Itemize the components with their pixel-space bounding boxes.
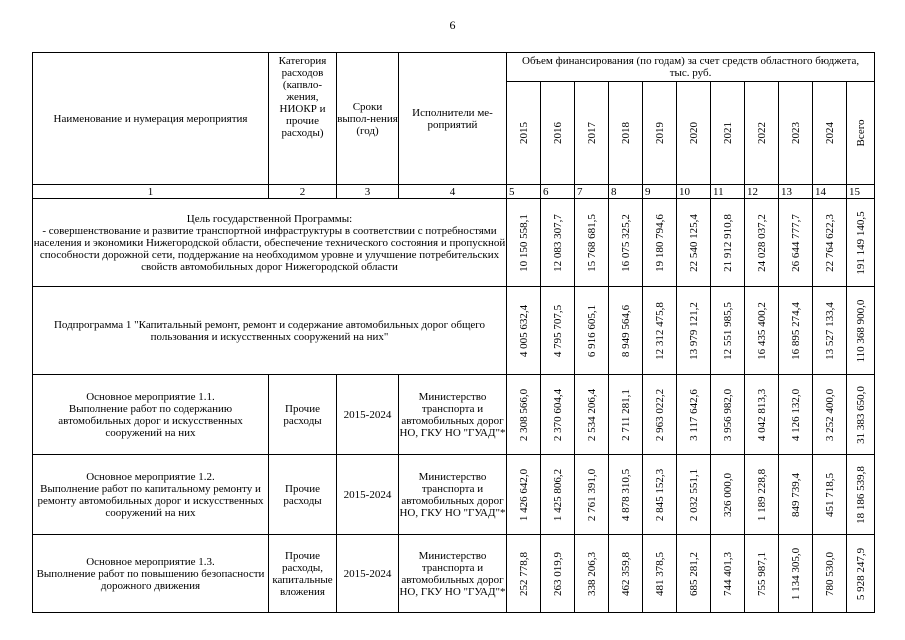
value-text: 2 370 604,4: [551, 388, 564, 441]
value-cell: [643, 199, 677, 287]
value-text: 4 042 813,3: [755, 388, 768, 441]
value-cell: [711, 455, 745, 535]
value-text: 4 005 632,4: [517, 304, 530, 357]
year-label: 2021: [721, 122, 734, 144]
value-text: 18 186 539,8: [854, 465, 867, 524]
value-cell: [677, 375, 711, 455]
year-label: Всего: [854, 119, 867, 147]
value-text: 13 979 121,2: [687, 301, 700, 360]
year-label: 2022: [755, 122, 768, 144]
value-text: 451 718,5: [823, 472, 836, 517]
value-cell: [847, 287, 875, 375]
value-text: 744 401,3: [721, 551, 734, 596]
value-cell: [575, 287, 609, 375]
value-cell: [609, 455, 643, 535]
value-cell: [677, 455, 711, 535]
value-cell: [677, 287, 711, 375]
value-cell: [507, 375, 541, 455]
value-cell: [677, 535, 711, 613]
value-cell: [643, 535, 677, 613]
year-cell: [711, 82, 745, 185]
activity-executors: Министерство транспорта и автомобильных дорог НО, ГКУ НО "ГУАД"*: [399, 535, 507, 613]
value-cell: [813, 455, 847, 535]
column-number: 6: [541, 185, 575, 199]
activity-executors: Министерство транспорта и автомобильных дорог НО, ГКУ НО "ГУАД"*: [399, 375, 507, 455]
value-text: 338 206,3: [585, 551, 598, 596]
value-cell: [507, 287, 541, 375]
value-text: 26 644 777,7: [789, 213, 802, 272]
header-executors: Исполнители ме-роприятий: [399, 53, 507, 185]
value-cell: [541, 375, 575, 455]
value-cell: [609, 375, 643, 455]
value-cell: [609, 535, 643, 613]
value-text: 10 150 558,1: [517, 213, 530, 272]
activity-category: Прочие расходы: [269, 375, 337, 455]
year-cell: [847, 82, 875, 185]
value-text: 6 916 605,1: [585, 304, 598, 357]
value-text: 2 761 391,0: [585, 468, 598, 521]
value-cell: [847, 455, 875, 535]
value-cell: [541, 287, 575, 375]
value-text: 12 083 307,7: [551, 213, 564, 272]
activity-executors: Министерство транспорта и автомобильных дорог НО, ГКУ НО "ГУАД"*: [399, 455, 507, 535]
value-text: 252 778,8: [517, 551, 530, 596]
year-label: 2015: [517, 122, 530, 144]
year-cell: [541, 82, 575, 185]
value-cell: [643, 287, 677, 375]
year-label: 2018: [619, 122, 632, 144]
value-text: 8 949 564,6: [619, 304, 632, 357]
value-cell: [779, 375, 813, 455]
value-cell: [847, 535, 875, 613]
header-funding: Объем финансирования (по годам) за счет средств областного бюджета, тыс. руб.: [507, 53, 875, 82]
value-cell: [575, 455, 609, 535]
value-cell: [711, 199, 745, 287]
value-text: 2 845 152,3: [653, 468, 666, 521]
value-cell: [609, 199, 643, 287]
value-cell: [541, 199, 575, 287]
value-cell: [813, 287, 847, 375]
value-text: 1 425 806,2: [551, 468, 564, 521]
value-cell: [575, 375, 609, 455]
value-text: 16 895 274,4: [789, 301, 802, 360]
year-cell: [677, 82, 711, 185]
year-cell: [813, 82, 847, 185]
header-name: Наименование и нумерация мероприятия: [33, 53, 269, 185]
value-text: 22 540 125,4: [687, 213, 700, 272]
value-cell: [507, 455, 541, 535]
subprogram-text: Подпрограмма 1 "Капитальный ремонт, ремонт и содержание автомобильных дорог общего пользования и искусственных сооружений на них": [33, 287, 507, 375]
value-text: 326 000,0: [721, 472, 734, 517]
year-cell: [575, 82, 609, 185]
value-text: 13 527 133,4: [823, 301, 836, 360]
value-cell: [643, 455, 677, 535]
goal-text: Цель государственной Программы: - совершенствование и развитие транспортной инфраструктуры в соответствии с потребностями населения и экономики Нижегородской области, обеспечение технического состояния и пропускной способности дорожной сети, поддержание на необходимом уровне и улучшение потребительских свойств автомобильных дорог Нижегородской области: [33, 199, 507, 287]
year-label: 2023: [789, 122, 802, 144]
year-label: 2019: [653, 122, 666, 144]
value-cell: [847, 199, 875, 287]
value-cell: [779, 199, 813, 287]
column-number: 4: [399, 185, 507, 199]
page-number: 6: [449, 18, 456, 32]
subprogram-row: [33, 287, 875, 375]
value-text: 16 075 325,2: [619, 213, 632, 272]
column-number: 15: [847, 185, 875, 199]
value-cell: [813, 535, 847, 613]
column-number: 11: [711, 185, 745, 199]
value-text: 780 530,0: [823, 551, 836, 596]
value-text: 4 878 310,5: [619, 468, 632, 521]
activity-row: [33, 375, 875, 455]
activity-row: [33, 535, 875, 613]
year-cell: [745, 82, 779, 185]
value-cell: [779, 287, 813, 375]
column-number: 7: [575, 185, 609, 199]
value-text: 110 368 900,0: [854, 299, 867, 362]
value-cell: [745, 535, 779, 613]
value-text: 31 383 650,0: [854, 385, 867, 444]
value-cell: [745, 199, 779, 287]
activity-name: Основное мероприятие 1.3. Выполнение работ по повышению безопасности дорожного движения: [33, 535, 269, 613]
value-text: 12 551 985,5: [721, 301, 734, 360]
column-number: 14: [813, 185, 847, 199]
year-label: 2024: [823, 122, 836, 144]
value-text: 1 426 642,0: [517, 468, 530, 521]
value-cell: [745, 375, 779, 455]
value-cell: [813, 375, 847, 455]
value-text: 849 739,4: [789, 472, 802, 517]
value-text: 685 281,2: [687, 551, 700, 596]
value-text: 12 312 475,8: [653, 301, 666, 360]
value-text: 263 019,9: [551, 551, 564, 596]
year-cell: [779, 82, 813, 185]
year-cell: [507, 82, 541, 185]
value-cell: [507, 199, 541, 287]
year-cell: [643, 82, 677, 185]
value-text: 191 149 140,5: [854, 210, 867, 275]
value-cell: [575, 535, 609, 613]
value-text: 16 435 400,2: [755, 301, 768, 360]
value-text: 2 963 022,2: [653, 388, 666, 441]
value-cell: [677, 199, 711, 287]
value-text: 2 711 281,1: [619, 388, 632, 441]
column-number: 8: [609, 185, 643, 199]
value-text: 2 534 206,4: [585, 388, 598, 441]
value-cell: [541, 455, 575, 535]
value-cell: [745, 455, 779, 535]
value-text: 22 764 622,3: [823, 213, 836, 272]
value-text: 755 987,1: [755, 551, 768, 596]
header-terms: Сроки выпол-нения (год): [337, 53, 399, 185]
column-number: 1: [33, 185, 269, 199]
value-cell: [745, 287, 779, 375]
value-text: 21 912 910,8: [721, 213, 734, 272]
column-number: 13: [779, 185, 813, 199]
column-number: 2: [269, 185, 337, 199]
activity-category: Прочие расходы: [269, 455, 337, 535]
value-text: 481 378,5: [653, 551, 666, 596]
value-cell: [643, 375, 677, 455]
column-number: 3: [337, 185, 399, 199]
value-text: 2 032 551,1: [687, 468, 700, 521]
value-cell: [711, 535, 745, 613]
activity-terms: 2015-2024: [337, 455, 399, 535]
value-cell: [813, 199, 847, 287]
value-cell: [711, 287, 745, 375]
year-label: 2016: [551, 122, 564, 144]
value-cell: [541, 535, 575, 613]
value-text: 24 028 037,2: [755, 213, 768, 272]
value-cell: [507, 535, 541, 613]
column-numbers-row: [33, 185, 875, 199]
value-cell: [575, 199, 609, 287]
activity-category: Прочие расходы, капитальные вложения: [269, 535, 337, 613]
value-cell: [779, 455, 813, 535]
column-number: 10: [677, 185, 711, 199]
value-text: 1 134 305,0: [789, 547, 802, 600]
value-text: 19 180 794,6: [653, 213, 666, 272]
value-text: 4 126 132,0: [789, 388, 802, 441]
year-label: 2020: [687, 122, 700, 144]
value-text: 462 359,8: [619, 551, 632, 596]
header-category: Категория расходов (капвло-жения, НИОКР и прочие расходы): [269, 53, 337, 185]
year-cell: [609, 82, 643, 185]
value-cell: [847, 375, 875, 455]
value-cell: [609, 287, 643, 375]
value-cell: [711, 375, 745, 455]
value-text: 5 928 247,9: [854, 547, 867, 600]
value-text: 3 252 400,0: [823, 388, 836, 441]
year-label: 2017: [585, 122, 598, 144]
activity-terms: 2015-2024: [337, 375, 399, 455]
value-text: 4 795 707,5: [551, 304, 564, 357]
value-cell: [779, 535, 813, 613]
column-number: 9: [643, 185, 677, 199]
column-number: 12: [745, 185, 779, 199]
financing-table: [32, 52, 875, 613]
value-text: 1 189 228,8: [755, 468, 768, 521]
value-text: 2 308 566,0: [517, 388, 530, 441]
activity-name: Основное мероприятие 1.2. Выполнение работ по капитальному ремонту и ремонту автомобильных дорог и искусственных сооружений на них: [33, 455, 269, 535]
column-number: 5: [507, 185, 541, 199]
activity-row: [33, 455, 875, 535]
activity-terms: 2015-2024: [337, 535, 399, 613]
goal-row: [33, 199, 875, 287]
activity-name: Основное мероприятие 1.1. Выполнение работ по содержанию автомобильных дорог и искусственных сооружений на них: [33, 375, 269, 455]
value-text: 15 768 681,5: [585, 213, 598, 272]
value-text: 3 956 982,0: [721, 388, 734, 441]
value-text: 3 117 642,6: [687, 388, 700, 441]
